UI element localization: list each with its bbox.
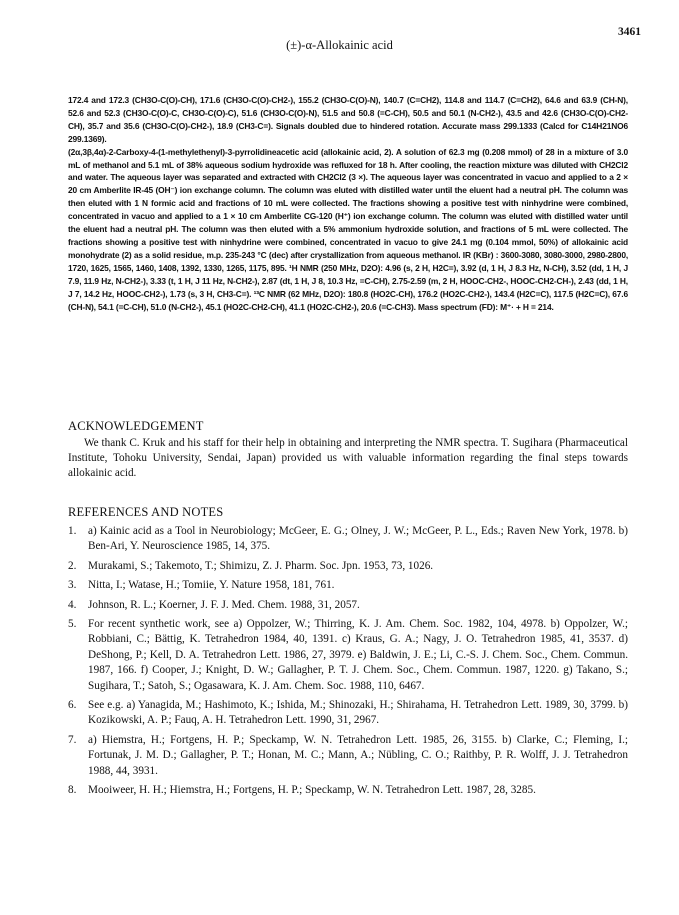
acknowledgement-text: We thank C. Kruk and his staff for their help in obtaining and interpreting the NMR spectra. T. Sugihara (Pharmaceutical Institute, Tohoku University, Sendai, Japan) provided us with valuable information regarding the final steps towards allokainic acid. — [68, 437, 628, 480]
acknowledgement-heading: ACKNOWLEDGEMENT — [68, 419, 204, 433]
reference-item — [68, 578, 628, 593]
reference-item — [68, 733, 628, 779]
reference-text: Nitta, I.; Watase, H.; Tomiie, Y. Nature 1958, 181, 761. — [88, 579, 335, 592]
reference-item — [68, 617, 628, 694]
references-heading: REFERENCES AND NOTES — [68, 505, 224, 519]
reference-number: 7. — [68, 733, 77, 746]
reference-number: 4. — [68, 598, 77, 611]
reference-text: Johnson, R. L.; Koerner, J. F. J. Med. Chem. 1988, 31, 2057. — [88, 598, 360, 611]
reference-number: 3. — [68, 579, 77, 592]
reference-number: 1. — [68, 525, 77, 537]
page-number: 3461 — [618, 26, 641, 38]
reference-item — [68, 783, 628, 798]
reference-number: 6. — [68, 699, 77, 712]
reference-text: Mooiweer, H. H.; Hiemstra, H.; Fortgens, H. P.; Speckamp, W. N. Tetrahedron Lett. 1987, 28, 3285. — [88, 784, 536, 797]
reference-number: 2. — [68, 559, 77, 572]
reference-item — [68, 598, 628, 613]
reference-number: 8. — [68, 784, 77, 797]
reference-text: For recent synthetic work, see a) Oppolzer, W.; Thirring, K. J. Am. Chem. Soc. 1982, 104, 4978. b) Oppolzer, W.; Robbiani, C.; Bättig, K. Tetrahedron 1984, 40, 1391. c) Kraus, G. A.; Nagy, J. O. Tetrahedron 1985, 41, 3537. d) DeShong, P.; Kell, D. A. Tetrahedron Lett. 1986, 27, 3979. e) Baldwin, J. E.; Li, C.-S. J. Chem. Soc., Chem. Commun. 1987, 166. f) Cooper, J.; Knight, D. W.; Gallagher, P. T. J. Chem. Soc., Chem. Commun. 1987, 1220. g) Takano, S.; Sugihara, T.; Satoh, S.; Ogasawara, K. J. Am. Chem. Soc. 1988, 110, 6467. — [88, 618, 628, 692]
references-list — [68, 524, 628, 803]
experimental-section — [68, 94, 628, 313]
reference-text: a) Hiemstra, H.; Fortgens, H. P.; Speckamp, W. N. Tetrahedron Lett. 1985, 26, 3155. b) Clarke, C.; Fleming, I.; Fortunak, J. M. D.; Gallagher, P. T.; Honan, M. C.; Mann, A.; Nübling, C. O.; Raithby, P. R. Wolff, J. J. Tetrahedron 1988, 44, 3931. — [88, 733, 628, 777]
allokainic-acid-procedure: (2α,3β,4α)-2-Carboxy-4-(1-methylethenyl)-3-pyrrolidineacetic acid (allokainic acid, 2). A solution of 62.3 mg (0.208 mmol) of 28 in a mixture of 3.0 mL of methanol and 5.1 mL of 38% aqueous sodium hydroxide was refluxed for 18 h. After cooling, the reaction mixture was diluted with CH2Cl2 and water. The aqueous layer was separated and extracted with CH2Cl2 (3 ×). The aqueous layer was concentrated in vacuo and applied to a 2 × 20 cm Amberlite IR-45 (OH⁻) ion exchange column. The column was eluted with distilled water until the eluent had a neutral pH. The column was then eluted with 1 N formic acid and fractions of 10 mL were collected. The fractions showing a positive test with ninhydrine were combined, concentrated in vacuo and applied to a 1 × 10 cm Amberlite CG-120 (H⁺) ion exchange column. The column was eluted with distilled water until the eluent had a neutral pH. The column was then eluted with a 5% ammonium hydroxide solution, and fractions of 5 mL were collected. The fractions showing a positive test with ninhydrine were combined, concentrated in vacuo to give 24.1 mg (0.104 mmol, 50%) of allokainic acid monohydrate (2) as a solid residue, m.p. 235-243 °C (dec) after crystallization from aqueous methanol. IR (KBr) : 3600-3080, 3080-3000, 2980-2800, 1720, 1625, 1565, 1460, 1408, 1392, 1330, 1265, 1175, 895. ¹H NMR (250 MHz, D2O): 4.96 (s, 2 H, H2C=), 3.92 (d, 1 H, J 8.3 Hz, N-CH), 3.52 (dd, 1 H, J 7.9, 11.9 Hz, N-CH2-), 3.33 (t, 1 H, J 11 Hz, N-CH2-), 2.87 (dt, 1 H, J 8, 10.3 Hz, =C-CH), 2.75-2.59 (m, 2 H, HOOC-CH2-, HOOC-CH2-CH-), 2.43 (dd, 1 H, J 7, 14.2 Hz, HOOC-CH2-), 1.73 (s, 3 H, CH3-C=). ¹³C NMR (62 MHz, D2O): 180.8 (HO2C-CH), 176.2 (HO2C-CH2-), 143.4 (H2C=C), 117.5 (H2C=C), 67.6 (CH-N), 54.1 (=C-CH), 51.0 (N-CH2-), 45.1 (HO2C-CH2-CH), 41.1 (HO2C-CH2-), 20.6 (=C-CH3). Mass spectrum (FD): M⁺· + H = 214. — [68, 146, 628, 312]
reference-item — [68, 559, 628, 574]
reference-text: a) Kainic acid as a Tool in Neurobiology; McGeer, E. G.; Olney, J. W.; McGeer, P. L., Eds.; Raven New York, 1978. b) Ben-Ari, Y. Neuroscience 1985, 14, 375. — [88, 525, 628, 553]
running-title: (±)-α-Allokainic acid — [286, 38, 393, 52]
nmr-data-paragraph: 172.4 and 172.3 (CH3O-C(O)-CH), 171.6 (CH3O-C(O)-CH2-), 155.2 (CH3O-C(O)-N), 140.7 (C=CH2), 114.8 and 114.7 (C=CH2), 64.6 and 63.9 (CH-N), 52.6 and 52.3 (CH3O-C(O)-C, CH3O-C(O)-C), 51.6 (CH3O-C(O)-N), 51.5 and 50.8 (=C-CH), 50.5 and 50.1 (N-CH2-), 43.5 and 42.6 (CH3O-C(O)-CH2-CH), 35.7 and 35.6 (CH3O-C(O)-CH2-), 18.9 (CH3-C=). Signals doubled due to hindered rotation. Accurate mass 299.1333 (Calcd for C14H21NO6 299.1369). — [68, 95, 628, 144]
reference-text: Murakami, S.; Takemoto, T.; Shimizu, Z. J. Pharm. Soc. Jpn. 1953, 73, 1026. — [88, 559, 434, 572]
reference-item — [68, 698, 628, 729]
reference-number: 5. — [68, 618, 77, 631]
reference-text: See e.g. a) Yanagida, M.; Hashimoto, K.; Ishida, M.; Shinozaki, H.; Shirahama, H. Tetrahedron Lett. 1989, 30, 3799. b) Kozikowski, A. P.; Fauq, A. H. Tetrahedron Lett. 1990, 31, 2967. — [88, 699, 628, 727]
reference-item — [68, 524, 628, 555]
